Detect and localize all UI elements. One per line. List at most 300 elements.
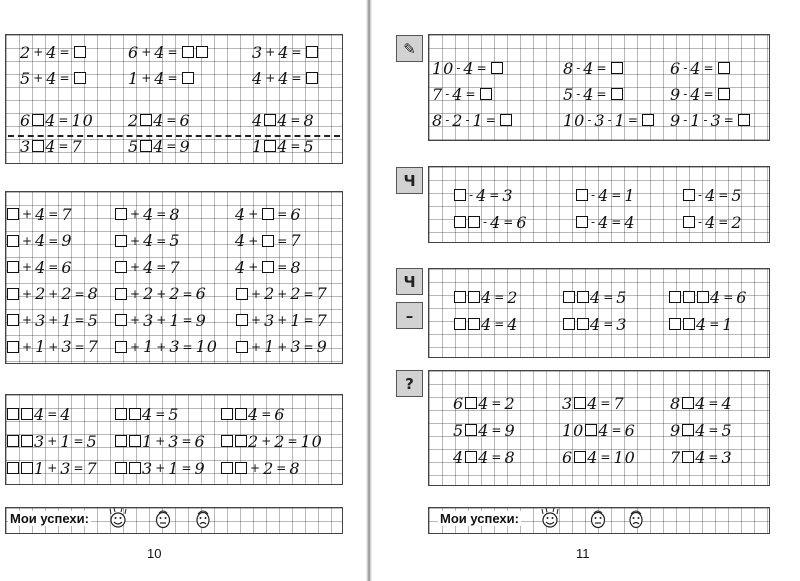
number: 8 (87, 284, 99, 303)
answer-box[interactable] (563, 318, 575, 330)
number: 4 (46, 68, 58, 88)
answer-box[interactable] (221, 408, 233, 420)
operator: = (611, 215, 623, 229)
operator: - (576, 87, 582, 101)
answer-box[interactable] (468, 216, 480, 228)
answer-box[interactable] (683, 189, 695, 201)
answer-box[interactable] (182, 46, 194, 58)
answer-box[interactable] (468, 291, 480, 303)
equation (453, 418, 516, 442)
number: 4 (695, 393, 707, 413)
number: 4 (590, 314, 602, 334)
operator: + (248, 233, 260, 248)
operator: + (22, 233, 34, 248)
number: 3 (721, 447, 733, 467)
equation (20, 66, 87, 90)
operator: = (718, 188, 730, 202)
answer-box[interactable] (21, 435, 33, 447)
equation (563, 56, 624, 80)
neutral-face-icon (153, 508, 173, 530)
number: 4 (46, 42, 58, 62)
answer-box[interactable] (454, 216, 466, 228)
number: 4 (476, 185, 488, 205)
number: 8 (303, 110, 315, 130)
operator: + (22, 339, 34, 354)
number: 2 (290, 284, 302, 303)
number: 6 (20, 110, 32, 130)
equation (6, 282, 99, 306)
equation (670, 108, 751, 132)
operator: = (708, 450, 720, 464)
number: 4 (587, 447, 599, 467)
number: 6 (670, 58, 682, 78)
answer-box[interactable] (7, 408, 19, 420)
number: 7 (316, 284, 328, 303)
answer-box[interactable] (454, 318, 466, 330)
number: 5 (616, 287, 628, 307)
operator: = (596, 87, 608, 101)
operator: - (683, 61, 689, 75)
number: 3 (60, 458, 72, 478)
answer-box[interactable] (682, 424, 694, 436)
number: 1 (614, 110, 626, 130)
answer-box[interactable] (718, 62, 730, 74)
number: 5 (563, 84, 575, 104)
answer-box[interactable] (32, 140, 44, 152)
answer-box[interactable] (115, 408, 127, 420)
answer-box[interactable] (182, 72, 194, 84)
equation (235, 255, 302, 279)
equation (575, 183, 636, 207)
answer-box[interactable] (306, 46, 318, 58)
answer-box[interactable] (669, 291, 681, 303)
number: 4 (695, 420, 707, 440)
operator: + (251, 286, 263, 301)
number: 4 (453, 447, 465, 467)
equation (220, 402, 285, 426)
number: 8 (432, 110, 444, 130)
equation (670, 391, 733, 415)
answer-box[interactable] (7, 288, 19, 300)
equation (562, 445, 636, 469)
number: 3 (169, 337, 181, 356)
operator: + (155, 434, 167, 448)
number: 10 (71, 110, 94, 130)
answer-box[interactable] (140, 114, 152, 126)
answer-box[interactable] (262, 208, 274, 220)
answer-box[interactable] (465, 397, 477, 409)
answer-box[interactable] (235, 435, 247, 447)
answer-box[interactable] (129, 435, 141, 447)
number: 9 (316, 337, 328, 356)
equation (453, 210, 528, 234)
operator: + (156, 286, 168, 301)
number: 4 (705, 185, 717, 205)
answer-box[interactable] (264, 140, 276, 152)
minus-icon (396, 302, 423, 329)
number: 3 (616, 314, 628, 334)
number: 4 (277, 110, 289, 130)
answer-box[interactable] (115, 314, 127, 326)
answer-box[interactable] (611, 62, 623, 74)
number: 5 (453, 420, 465, 440)
equation (252, 66, 319, 90)
number: 8 (670, 393, 682, 413)
answer-box[interactable] (7, 235, 19, 247)
number: 2 (731, 212, 743, 232)
answer-box[interactable] (7, 435, 19, 447)
operator: + (22, 286, 34, 301)
number: 4 (35, 231, 47, 250)
answer-box[interactable] (115, 261, 127, 273)
equation (114, 429, 206, 453)
answer-box[interactable] (236, 314, 248, 326)
read-icon-glyph: Ч (403, 272, 416, 291)
equation (453, 183, 514, 207)
answer-box[interactable] (235, 462, 247, 474)
number: 4 (235, 231, 247, 250)
operator: + (22, 207, 34, 221)
number: 4 (252, 68, 264, 88)
page-number: 11 (576, 546, 590, 561)
operator: = (465, 87, 477, 101)
number: 1 (143, 337, 155, 356)
answer-box[interactable] (236, 288, 248, 300)
answer-box[interactable] (576, 216, 588, 228)
number: 6 (195, 284, 207, 303)
answer-box[interactable] (32, 114, 44, 126)
equation (6, 229, 73, 253)
operator: = (74, 313, 86, 327)
equation (453, 312, 518, 336)
equation (220, 456, 301, 480)
number: 4 (507, 314, 519, 334)
equation (235, 308, 328, 332)
operator: = (156, 260, 168, 274)
number: 3 (264, 310, 276, 330)
answer-box[interactable] (585, 424, 597, 436)
operator: = (494, 317, 506, 331)
number: 5 (168, 404, 180, 424)
number: 10 (563, 110, 586, 130)
number: 3 (710, 110, 722, 130)
number: 2 (248, 431, 260, 451)
number: 6 (128, 42, 140, 62)
number: 4 (583, 84, 595, 104)
operator: + (261, 434, 273, 448)
operator: = (485, 113, 497, 127)
answer-box[interactable] (642, 114, 654, 126)
operator: = (287, 434, 299, 448)
equation (562, 391, 625, 415)
number: 7 (61, 204, 73, 224)
number: 5 (87, 310, 99, 330)
answer-box[interactable] (574, 451, 586, 463)
operator: = (74, 286, 86, 301)
answer-box[interactable] (480, 88, 492, 100)
answer-box[interactable] (236, 341, 248, 353)
answer-box[interactable] (129, 462, 141, 474)
operator: = (59, 71, 71, 85)
operator: = (277, 260, 289, 274)
number: 4 (235, 204, 247, 224)
number: 7 (316, 310, 328, 330)
equation (563, 82, 624, 106)
answer-box[interactable] (669, 318, 681, 330)
number: 4 (252, 110, 264, 130)
number: 9 (670, 420, 682, 440)
operator: = (261, 407, 273, 421)
operator: - (483, 215, 489, 229)
pencil-icon-glyph: ✎ (403, 39, 416, 58)
equation (235, 202, 302, 226)
answer-box[interactable] (115, 235, 127, 247)
equation (114, 402, 179, 426)
number: 4 (695, 447, 707, 467)
number: 6 (290, 204, 302, 224)
number: 3 (34, 431, 46, 451)
operator: = (166, 113, 178, 127)
equation (562, 418, 636, 442)
equation (563, 108, 655, 132)
number: 4 (60, 404, 72, 424)
operator: + (130, 286, 142, 301)
equation (114, 308, 207, 332)
answer-box[interactable] (7, 462, 19, 474)
equation (20, 134, 83, 158)
number: 7 (71, 136, 83, 156)
answer-box[interactable] (115, 208, 127, 220)
answer-box[interactable] (454, 189, 466, 201)
operator: = (156, 233, 168, 248)
answer-box[interactable] (611, 88, 623, 100)
answer-box[interactable] (235, 408, 247, 420)
number: 8 (504, 447, 516, 467)
operator: + (156, 339, 168, 354)
number: 4 (721, 393, 733, 413)
neutral-face-icon (588, 508, 608, 530)
number: 7 (613, 393, 625, 413)
operator: = (277, 207, 289, 221)
answer-box[interactable] (221, 435, 233, 447)
answer-box[interactable] (262, 235, 274, 247)
number: 4 (587, 393, 599, 413)
answer-box[interactable] (468, 318, 480, 330)
answer-box[interactable] (115, 341, 127, 353)
operator: - (683, 87, 689, 101)
equation (20, 108, 94, 132)
operator: + (265, 45, 277, 59)
answer-box[interactable] (500, 114, 512, 126)
answer-box[interactable] (262, 261, 274, 273)
number: 1 (35, 337, 47, 356)
answer-box[interactable] (196, 46, 208, 58)
equation (453, 445, 516, 469)
operator: + (277, 286, 289, 301)
answer-box[interactable] (115, 288, 127, 300)
operator: = (290, 139, 302, 153)
answer-box[interactable] (115, 462, 127, 474)
answer-box[interactable] (7, 314, 19, 326)
operator: = (182, 313, 194, 327)
number: 2 (61, 284, 73, 303)
number: 4 (45, 110, 57, 130)
operator: - (703, 113, 709, 127)
equation (114, 202, 181, 226)
answer-box[interactable] (682, 397, 694, 409)
number: 4 (143, 231, 155, 250)
answer-box[interactable] (264, 114, 276, 126)
number: 4 (45, 136, 57, 156)
answer-box[interactable] (574, 397, 586, 409)
number: 3 (35, 310, 47, 330)
number: 4 (463, 58, 475, 78)
number: 1 (472, 110, 484, 130)
equation (453, 285, 518, 309)
answer-box[interactable] (465, 424, 477, 436)
question-icon (396, 370, 423, 397)
answer-box[interactable] (577, 318, 589, 330)
answer-box[interactable] (74, 46, 86, 58)
operator: + (265, 71, 277, 85)
answer-box[interactable] (7, 341, 19, 353)
number: 1 (290, 310, 302, 330)
operator: = (303, 339, 315, 354)
answer-box[interactable] (454, 291, 466, 303)
number: 6 (453, 393, 465, 413)
number: 1 (690, 110, 702, 130)
answer-box[interactable] (682, 451, 694, 463)
answer-box[interactable] (21, 408, 33, 420)
answer-box[interactable] (129, 408, 141, 420)
operator: = (723, 113, 735, 127)
number: 10 (300, 431, 323, 451)
answer-box[interactable] (576, 189, 588, 201)
operator: - (465, 113, 471, 127)
answer-box[interactable] (74, 72, 86, 84)
equation (128, 66, 195, 90)
answer-box[interactable] (577, 291, 589, 303)
equation (128, 134, 191, 158)
number: 9 (61, 231, 73, 250)
number: 4 (478, 393, 490, 413)
equation (6, 255, 73, 279)
operator: = (73, 461, 85, 475)
number: 4 (624, 212, 636, 232)
number: 3 (290, 337, 302, 356)
operator: = (627, 113, 639, 127)
number: 6 (562, 447, 574, 467)
number: 1 (624, 185, 636, 205)
operator: + (248, 260, 260, 274)
sad-face-icon (193, 508, 213, 530)
number: 9 (195, 310, 207, 330)
answer-box[interactable] (7, 261, 19, 273)
operator: = (156, 207, 168, 221)
answer-box[interactable] (115, 435, 127, 447)
number: 4 (278, 68, 290, 88)
answer-box[interactable] (683, 216, 695, 228)
number: 9 (504, 420, 516, 440)
equation (6, 335, 99, 359)
number: 6 (516, 212, 528, 232)
number: 1 (264, 337, 276, 356)
operator: + (130, 339, 142, 354)
operator: = (290, 113, 302, 127)
number: 4 (248, 404, 260, 424)
answer-box[interactable] (306, 72, 318, 84)
operator: = (611, 423, 623, 437)
equation (670, 56, 731, 80)
operator: = (708, 396, 720, 410)
operator: = (611, 188, 623, 202)
number: 4 (154, 68, 166, 88)
operator: - (587, 113, 593, 127)
equation (670, 82, 731, 106)
question-icon-glyph: ? (405, 374, 414, 393)
answer-box[interactable] (7, 208, 19, 220)
operator: = (48, 260, 60, 274)
operator: + (141, 71, 153, 85)
equation (114, 255, 181, 279)
operator: - (456, 61, 462, 75)
operator: = (277, 233, 289, 248)
number: 1 (169, 310, 181, 330)
operator: + (48, 313, 60, 327)
answer-box[interactable] (738, 114, 750, 126)
answer-box[interactable] (465, 451, 477, 463)
operator: - (445, 113, 451, 127)
answer-box[interactable] (140, 140, 152, 152)
operator: + (277, 339, 289, 354)
number: 9 (670, 110, 682, 130)
operator: + (251, 313, 263, 327)
number: 8 (169, 204, 181, 224)
number: 6 (61, 257, 73, 277)
number: 4 (34, 404, 46, 424)
equation (128, 108, 191, 132)
operator: = (600, 396, 612, 410)
number: 1 (142, 431, 154, 451)
answer-box[interactable] (563, 291, 575, 303)
read-icon (396, 268, 423, 295)
operator: + (130, 233, 142, 248)
number: 3 (594, 110, 606, 130)
equation (114, 335, 218, 359)
answer-box[interactable] (718, 88, 730, 100)
number: 6 (624, 420, 636, 440)
equation (670, 418, 733, 442)
operator: + (277, 313, 289, 327)
answer-box[interactable] (21, 462, 33, 474)
number: 5 (731, 185, 743, 205)
answer-box[interactable] (491, 62, 503, 74)
operator: + (130, 207, 142, 221)
operator: = (167, 45, 179, 59)
answer-box[interactable] (683, 318, 695, 330)
number: 3 (502, 185, 514, 205)
number: 3 (143, 310, 155, 330)
answer-box[interactable] (697, 291, 709, 303)
equation (128, 40, 209, 64)
operator: = (48, 207, 60, 221)
operator: = (723, 290, 735, 304)
answer-box[interactable] (683, 291, 695, 303)
number: 4 (598, 185, 610, 205)
answer-box[interactable] (221, 462, 233, 474)
operator: = (182, 339, 194, 354)
number: 3 (61, 337, 73, 356)
